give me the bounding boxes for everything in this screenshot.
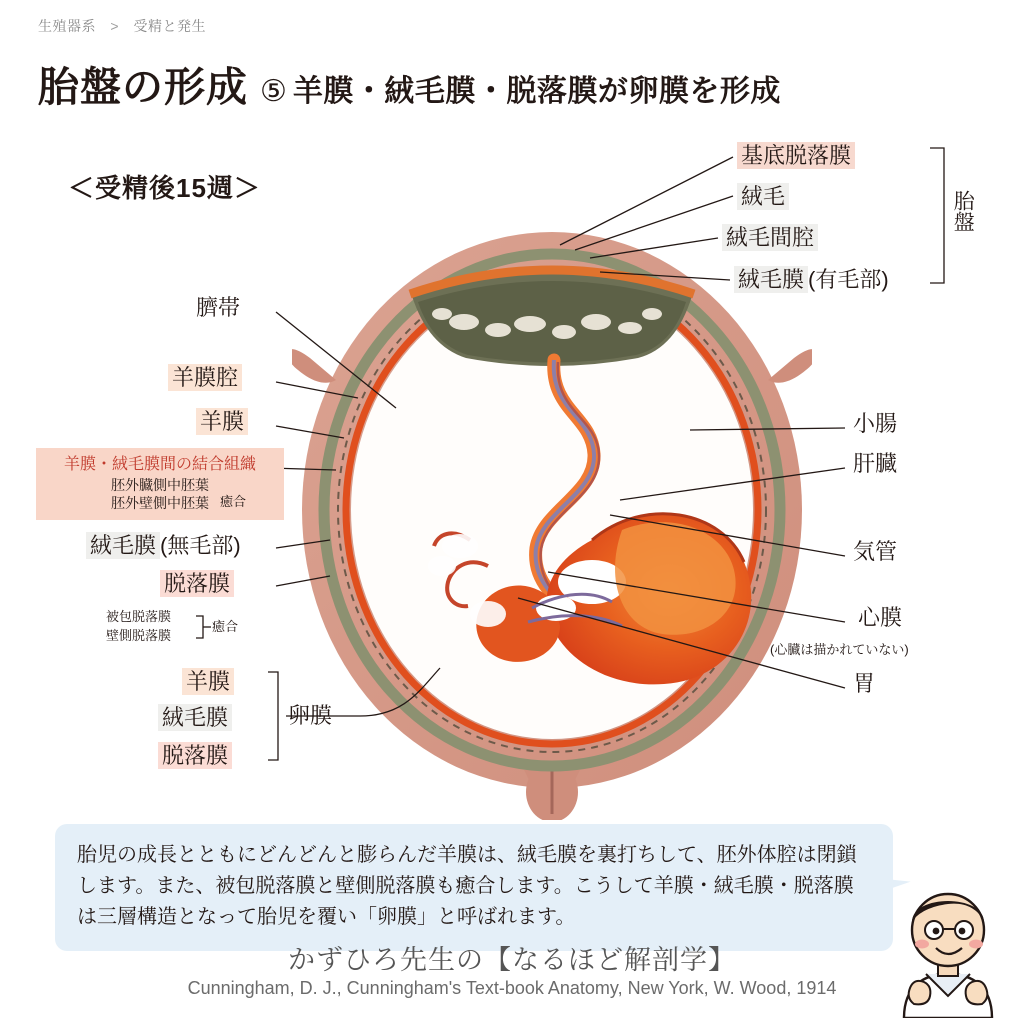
source-citation: Cunningham, D. J., Cunningham's Text-book Anatomy, New York, W. Wood, 1914 [187, 978, 837, 998]
uterus-illustration [292, 210, 812, 820]
label-pericardium-note: (心臓は描かれていない) [770, 642, 909, 657]
egg-membrane-item-chorion: 絨毛膜 [158, 704, 232, 732]
label-amnion: 羊膜 [196, 408, 248, 436]
label-basal-decidua: 基底脱落膜 [737, 142, 855, 170]
connective-tissue-line2: 胚外壁側中胚葉 [111, 495, 209, 512]
egg-membrane-item-decidua: 脱落膜 [158, 742, 232, 770]
title-main: 胎盤の形成 [38, 64, 248, 110]
caption-text: 胎児の成長とともにどんどんと膨らんだ羊膜は、絨毛膜を裏打ちして、胚外体腔は閉鎖します。また、被包脱落膜と壁側脱落膜も癒合します。こうして羊膜・絨毛膜・脱落膜は三層構造となって胎児を覆い「卵膜」と呼ばれます。 [77, 844, 857, 928]
label-placenta-bracket: 胎盤 [951, 190, 975, 232]
title-subtitle: 羊膜・絨毛膜・脱落膜が卵膜を形成 [292, 75, 781, 108]
connective-tissue-box [36, 448, 284, 520]
decidua-bracket-label: 癒合 [212, 619, 239, 634]
connective-tissue-bracket-label: 癒合 [220, 494, 247, 509]
label-decidua: 脱落膜 [160, 570, 234, 598]
connective-tissue-line1: 胚外臓側中胚葉 [111, 476, 209, 493]
anatomy-figure-svg [292, 210, 812, 820]
label-small-intestine: 小腸 [853, 411, 898, 436]
title-step-number: ⑤ [260, 75, 287, 108]
label-chorionic-villi: 絨毛 [737, 183, 789, 211]
breadcrumb [38, 16, 206, 36]
label-chorion-laeve: 絨毛膜 (無毛部) [86, 532, 241, 560]
page-title [38, 54, 781, 113]
brand-text: かずひろ先生の【なるほど解剖学】 [288, 945, 736, 975]
label-umbilical-cord: 臍帯 [196, 295, 241, 320]
breadcrumb-topic: 受精と発生 [133, 18, 206, 34]
label-intervillous-space: 絨毛間腔 [722, 224, 818, 252]
connective-tissue-title: 羊膜・絨毛膜間の結合組織 [63, 456, 256, 473]
label-chorion-frondosum: 絨毛膜 (有毛部) [734, 266, 889, 294]
decidua-sub-labels [106, 608, 171, 646]
label-pericardium: 心膜 [858, 605, 903, 630]
breadcrumb-category: 生殖器系 [38, 18, 96, 34]
label-amniotic-cavity: 羊膜腔 [168, 364, 242, 392]
decidua-parietalis: 壁側脱落膜 [106, 627, 172, 643]
breadcrumb-separator: > [110, 18, 120, 34]
stage-note: ＜受精後15週＞ [68, 173, 261, 203]
caption-box [55, 824, 893, 951]
label-stomach: 胃 [853, 671, 876, 696]
egg-membrane-item-amnion: 羊膜 [182, 668, 234, 696]
label-trachea: 気管 [853, 539, 898, 564]
egg-membrane-bracket-label: 卵膜 [288, 703, 333, 728]
decidua-capsularis: 被包脱落膜 [106, 609, 172, 624]
label-liver: 肝臓 [853, 451, 898, 476]
